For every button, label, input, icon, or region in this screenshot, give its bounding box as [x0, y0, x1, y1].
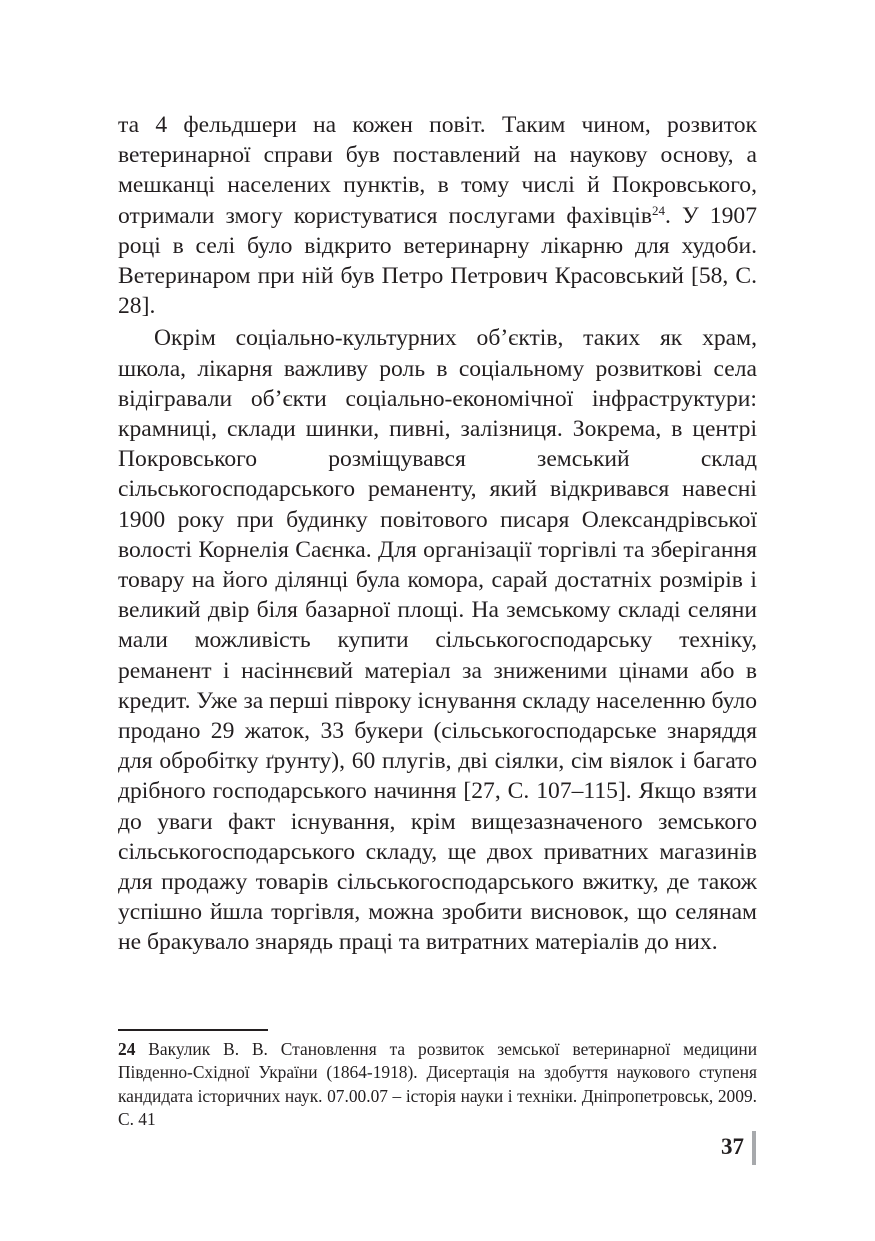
footnote-divider	[118, 1029, 268, 1031]
page-number: 37	[721, 1134, 744, 1159]
page-body	[118, 110, 757, 958]
paragraph: Окрім соціально-культурних об’єктів, таких як храм, школа, лікарня важливу роль в соціальному розвиткові села відігравали об’єкти соціально-економічної інфраструктури: крамниці, склади шинки, пивні, залізниця. Зокрема, в центрі Покровського розміщувався земський склад сільськогосподарського реманенту, який відкривався навесні 1900 року при будинку повітового писаря Олександрівської волості Корнелія Саєнка. Для організації торгівлі та зберігання товару на його ділянці була комора, сарай достатніх розмірів і великий двір біля базарної площі. На земському складі селяни мали можливість купити сільськогосподарську техніку, реманент і насіннєвий матеріал за зниженими цінами або в кредит. Уже за перші півроку існування складу населенню було продано 29 жаток, 33 букери (сільськогосподарське знаряддя для обробітку ґрунту), 60 плугів, дві сіялки, сім віялок і багато дрібного господарського начиння [27, С. 107–115]. Якщо взяти до уваги факт існування, крім вищезазначеного земського сільськогосподарського складу, ще двох приватних магазинів для продажу товарів сільськогосподарського вжитку, де також успішно йшла торгівля, можна зробити висновок, що селянам не бракувало знарядь праці та витратних матеріалів до них.	[118, 325, 757, 956]
footnote-reference[interactable]: 24	[652, 202, 665, 218]
footnote-text: Вакулик В. В. Становлення та розвиток земської ветеринарної медицини Південно-Східної України (1864-1918). Дисертація на здобуття наукового ступеня кандидата історичних наук. 07.00.07 – історія науки і техніки. Дніпропетровськ, 2009. С. 41	[118, 1039, 757, 1129]
paragraph-text: та 4 фельдшери на кожен повіт. Таким чином, розвиток ветеринарної справи був поставлений на наукову основу, а мешканці населених пунктів, в тому числі й Покровського, отримали змогу користуватися послугами фахівців	[118, 112, 757, 229]
footnote	[118, 1038, 757, 1131]
footnote-number: 24	[118, 1039, 136, 1059]
paragraph-text: . У 1907 році в селі було відкрито ветеринарну лікарню для худоби. Ветеринаром при ній був Петро Петрович Красовський [58, С. 28].	[118, 202, 757, 320]
paragraph	[118, 110, 757, 321]
page-number-bar	[752, 1131, 756, 1165]
